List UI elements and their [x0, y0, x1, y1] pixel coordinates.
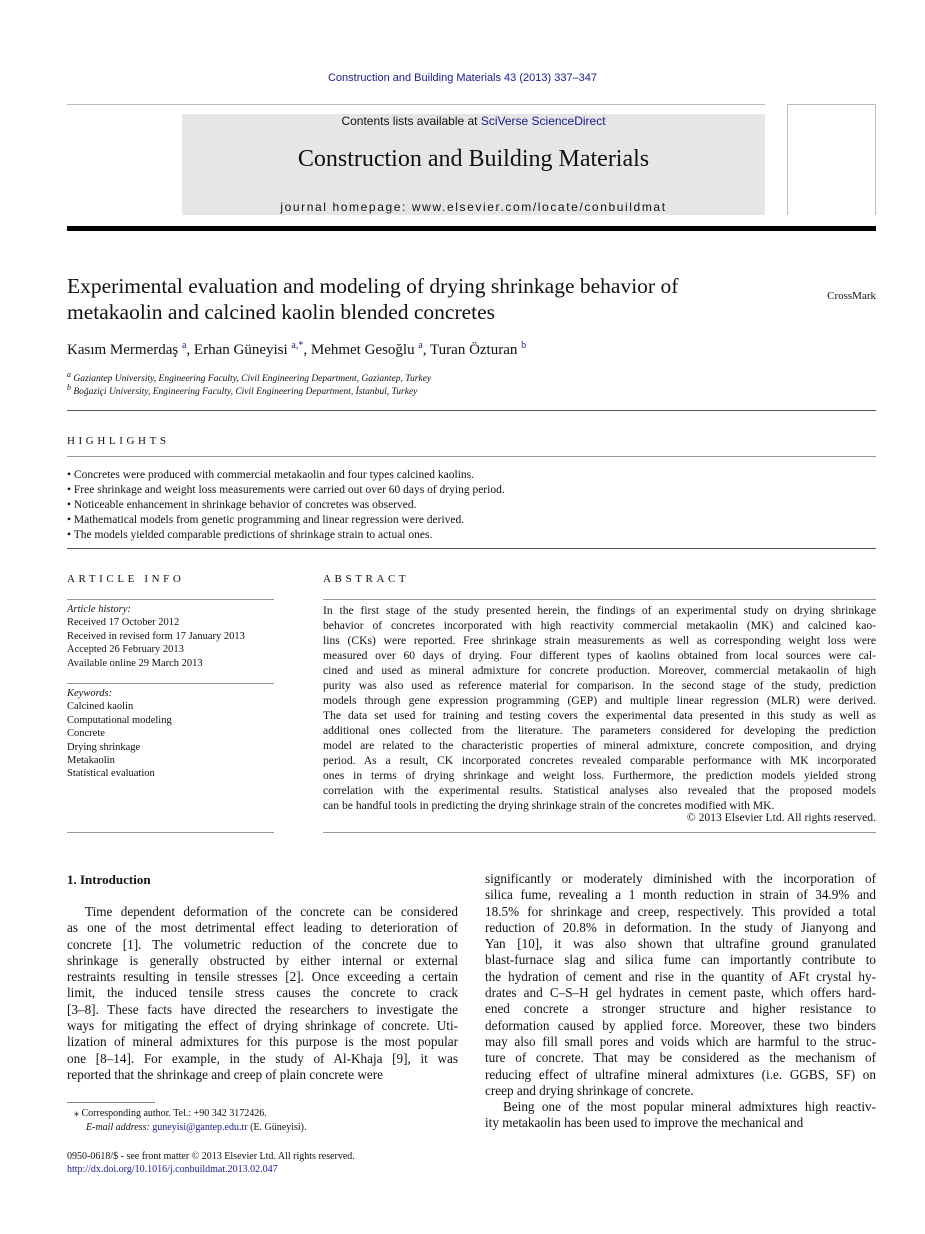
divider	[67, 548, 876, 549]
intro-right-column	[485, 871, 876, 1132]
text-line: The data set used for training and testing covers the experimental data presented in this study as well as	[323, 709, 876, 722]
divider	[67, 599, 274, 600]
text-line: ways for mitigating the effect of drying shrinkage of concrete. Uti-	[67, 1018, 458, 1034]
text-line: significantly or moderately diminished with the incorporation of	[485, 871, 876, 886]
title-line: Experimental evaluation and modeling of drying shrinkage behavior of	[67, 274, 679, 298]
text-line: period. As a result, CK incorporated concretes revealed comparable performance with MK incorporated	[323, 754, 876, 767]
history-item: Received in revised form 17 January 2013	[67, 630, 245, 642]
author[interactable]: Kasım Mermerdaş $^a$	[67, 340, 187, 358]
text-line: limit, the induced tensile stress causes the concrete to crack	[67, 985, 458, 1001]
footnote-rule	[67, 1102, 155, 1103]
section-heading: 1. Introduction	[67, 872, 151, 887]
highlight-item: • Mathematical models from genetic programming and linear regression were derived.	[67, 514, 465, 526]
text-line: ture of concrete. That may be considered as the mechanism of	[485, 1050, 876, 1066]
author-list: Kasım Mermerdaş $^a$, Erhan Güneyisi $^{a,*}$, Mehmet Gesoğlu $^a$, Turan Özturan $^b$	[67, 340, 527, 358]
highlight-item: • The models yielded comparable predictions of shrinkage strain to actual ones.	[67, 529, 433, 541]
journal-cover-image	[787, 104, 876, 215]
keyword: Calcined kaolin	[67, 701, 134, 713]
text-line: Being one of the most popular mineral admixtures high reactiv-	[503, 1099, 876, 1115]
text-line: Time dependent deformation of the concrete can be considered	[85, 904, 458, 919]
text-line: behavior of concretes incorporated with high reactivity commercial metakaolin (MK) and calcined kao-	[323, 619, 876, 632]
highlight-item: • Free shrinkage and weight loss measurements were carried out over 60 days of drying period.	[67, 484, 505, 496]
doi-link[interactable]: http://dx.doi.org/10.1016/j.conbuildmat.2013.02.047	[67, 1164, 278, 1175]
keyword: Statistical evaluation	[67, 768, 155, 780]
text-line: ened concrete a stronger structure and higher resistance to	[485, 1001, 876, 1017]
text-line: restraints resulting in tensile stresses [2]. Once exceeding a certain	[67, 969, 458, 985]
abstract-heading: ABSTRACT	[323, 573, 410, 585]
text-line: correlation with the experimental results. Statistical analyses also revealed that the proposed models	[323, 784, 876, 797]
keyword: Drying shrinkage	[67, 741, 141, 753]
text-line: as one of the most detrimental effect leading to deterioration of	[67, 920, 458, 936]
copyright: © 2013 Elsevier Ltd. All rights reserved.	[686, 811, 876, 824]
text-line: the hydration of cement and rise in the quantity of AFt crystal hy-	[485, 968, 876, 984]
article-history	[67, 603, 245, 670]
keyword: Computational modeling	[67, 714, 172, 726]
article-info-heading: ARTICLE INFO	[67, 573, 185, 585]
text-line: creep and drying shrinkage of concrete.	[485, 1082, 694, 1098]
divider	[67, 683, 274, 684]
text-line: reported that the shrinkage and creep of plain concrete were	[67, 1066, 383, 1082]
highlight-item: • Noticeable enhancement in shrinkage behavior of concretes was observed.	[67, 499, 417, 511]
highlights-heading: HIGHLIGHTS	[67, 435, 170, 447]
text-line: measured over 60 days of drying. Four different types of kaolins obtained from local sources were cal-	[323, 649, 876, 662]
text-line: additional ones collected from the literature. The parameters considered for developing the prediction	[323, 724, 876, 737]
text-line: ones in terms of drying shrinkage and weight loss. Furthermore, the prediction models yielded strong	[323, 769, 876, 782]
history-label: Article history:	[67, 604, 131, 615]
text-line: cined and used as mineral admixture for concrete production. Moreover, commercial metakaolin of high	[323, 664, 876, 677]
text-line: ity metakaolin has been used to improve the mechanical and	[485, 1115, 804, 1131]
title-line: metakaolin and calcined kaolin blended concretes	[67, 300, 496, 324]
text-line: Yan [10], it was also shown that ultrafine ground granulated	[485, 936, 876, 952]
highlight-item: • Concretes were produced with commercial metakaolin and four types calcined kaolins.	[67, 469, 475, 481]
author[interactable]: Erhan Güneyisi $^{a,*}$	[193, 340, 304, 358]
text-line: 18.5% for shrinkage and creep, respectively. This provided a total	[485, 903, 876, 919]
divider	[323, 599, 876, 600]
keyword: Metakaolin	[67, 755, 115, 767]
text-line: reducing effect of ultrafine mineral admixtures (i.e. GGBS, SF) on	[485, 1066, 876, 1082]
text-line: shrinkage is generally obstructed by either internal or external	[67, 952, 458, 968]
text-line: can be handful tools in predicting the drying shrinkage strain of the concretes modified with MK.	[323, 799, 775, 812]
sciencedirect-link[interactable]: SciVerse ScienceDirect	[480, 114, 606, 128]
text-line: silica fume, revealing a 1 month reduction in strain of 34.9% and	[485, 887, 876, 903]
text-line: models through gene expression programming (GEP) and multiple linear regression (MLR) were derived.	[323, 694, 876, 707]
text-line: lization of mineral admixtures for this purpose is the most popular	[67, 1034, 458, 1050]
divider	[67, 104, 765, 105]
highlights-list	[67, 468, 505, 543]
author[interactable]: Mehmet Gesoğlu $^a$	[310, 340, 423, 358]
journal-homepage[interactable]: journal homepage: www.elsevier.com/locate/conbuildmat	[280, 200, 667, 214]
affiliation: $^a$ Gaziantep University, Engineering Faculty, Civil Engineering Department, Gaziantep, Turkey	[67, 370, 432, 385]
text-line: lins (CKs) were reported. Free shrinkage strain measurements as well as corresponding weight loss were	[323, 634, 876, 647]
contents-prefix: Contents lists available at	[341, 114, 481, 128]
affiliation: $^b$ Boğaziçi University, Engineering Faculty, Civil Engineering Department, İstanbul, Turkey	[67, 383, 418, 398]
text-line: deformation caused by applied force. Moreover, these two binders	[485, 1017, 876, 1033]
divider	[67, 832, 274, 833]
intro-left-column	[67, 904, 458, 1083]
issn-line: 0950-0618/$ - see front matter © 2013 Elsevier Ltd. All rights reserved.	[67, 1151, 355, 1162]
divider	[67, 456, 876, 457]
text-line: In the first stage of the study presented herein, the findings of an experimental study on drying shrinkage	[323, 604, 876, 617]
text-line: [3–8]. These facts have directed the researchers to investigate the	[67, 1001, 458, 1017]
header-thick-rule	[67, 226, 876, 231]
article-title	[67, 273, 787, 325]
keywords-label: Keywords:	[67, 688, 113, 699]
contents-line	[182, 114, 765, 128]
divider	[67, 410, 876, 411]
abstract-body	[323, 603, 876, 813]
text-line: purity was also used as reference material for comparison. In the second stage of the study, prediction	[323, 679, 876, 692]
email-note: E-mail address: guneyisi@gantep.edu.tr (E. Güneyisi).	[86, 1122, 307, 1133]
text-line: one [8–14]. For example, in the study of Al-Khaja [9], it was	[67, 1050, 458, 1066]
email-link[interactable]: guneyisi@gantep.edu.tr	[152, 1122, 248, 1133]
text-line: concrete [1]. The volumetric reduction of the concrete due to	[67, 936, 458, 952]
keywords	[67, 687, 172, 781]
author[interactable]: Turan Özturan $^b$	[430, 340, 527, 358]
text-line: reduction of 20.8% in deformation. In the study of Jianyong and	[485, 919, 876, 935]
history-item: Available online 29 March 2013	[67, 657, 203, 669]
journal-citation[interactable]: Construction and Building Materials 43 (2013) 337–347	[327, 72, 598, 84]
text-line: may also fill small pores and voids which are harmful to the struc-	[485, 1033, 876, 1049]
journal-title: Construction and Building Materials	[297, 146, 650, 172]
history-item: Received 17 October 2012	[67, 617, 180, 629]
keyword: Concrete	[67, 728, 105, 740]
corresponding-author-note: ⁎ Corresponding author. Tel.: +90 342 3172426.	[74, 1108, 267, 1119]
text-line: model are related to the characteristic properties of mineral admixture, concrete composition, and drying	[323, 739, 876, 752]
crossmark-logo[interactable]: CrossMark	[827, 290, 876, 302]
text-line: drates and C–S–H gel hydrates in cement paste, which offers hard-	[485, 985, 876, 1001]
history-item: Accepted 26 February 2013	[67, 644, 184, 656]
divider	[323, 832, 876, 833]
text-line: blast-furnace slag and silica fume can importantly contribute to	[485, 952, 876, 968]
